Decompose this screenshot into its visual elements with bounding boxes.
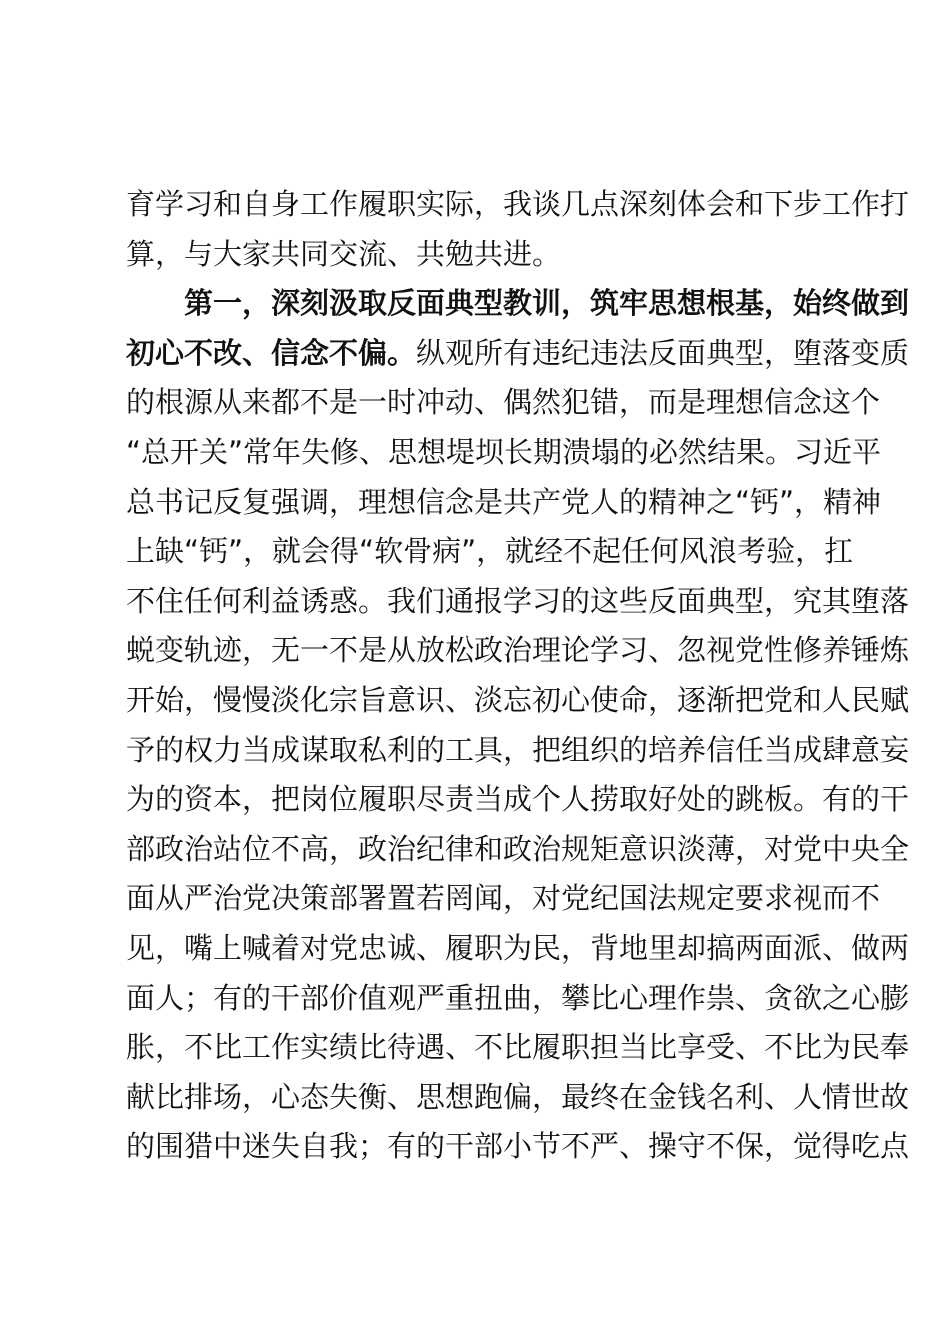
paragraph-line: “总开关”常年失修、思想堤坝长期溃塌的必然结果。习近平 [126,434,882,469]
paragraph-line: 为的资本，把岗位履职尽责当成个人捞取好处的跳板。有的干 [126,782,910,817]
paragraph-line: 予的权力当成谋取私利的工具，把组织的培养信任当成肆意妄 [126,732,910,767]
paragraph-line: 的根源从来都不是一时冲动、偶然犯错，而是理想信念这个 [126,385,881,420]
paragraph-line: 见，嘴上喊着对党忠诚、履职为民，背地里却搞两面派、做两 [126,930,910,965]
paragraph-line: 开始，慢慢淡化宗旨意识、淡忘初心使命，逐渐把党和人民赋 [126,682,910,717]
section-heading-tail: 初心不改、信念不偏。 [126,335,417,370]
paragraph-line: 献比排场，心态失衡、思想跑偏，最终在金钱名利、人情世故 [126,1079,910,1114]
paragraph-line: 算，与大家共同交流、共勉共进。 [126,236,562,271]
paragraph-line: 育学习和自身工作履职实际，我谈几点深刻体会和下步工作打 [126,187,910,221]
paragraph-text: 纵观所有违纪违法反面典型，堕落变质 [416,335,910,370]
paragraph-line: 上缺“钙”，就会得“软骨病”，就经不起任何风浪考验，扛 [126,534,854,569]
paragraph-line: 的围猎中迷失自我；有的干部小节不严、操守不保，觉得吃点 [126,1129,910,1164]
paragraph-line: 总书记反复强调，理想信念是共产党人的精神之“钙”，精神 [126,484,882,519]
paragraph-line [126,329,910,379]
section-heading-line: 第一，深刻汲取反面典型教训，筑牢思想根基，始终做到 [184,286,910,321]
paragraph-line: 蜕变轨迹，无一不是从放松政治理论学习、忽视党性修养锤炼 [126,633,910,668]
paragraph-line: 胀，不比工作实绩比待遇、不比履职担当比享受、不比为民奉 [126,1030,910,1065]
paragraph-line: 面从严治党决策部署置若罔闻，对党纪国法规定要求视而不 [126,881,881,916]
paragraph-line: 面人；有的干部价值观严重扭曲，攀比心理作祟、贪欲之心膨 [126,980,910,1015]
paragraph-line: 不住任何利益诱惑。我们通报学习的这些反面典型，究其堕落 [126,583,910,618]
paragraph-line: 部政治站位不高，政治纪律和政治规矩意识淡薄，对党中央全 [126,831,910,866]
document-body [126,180,910,1172]
